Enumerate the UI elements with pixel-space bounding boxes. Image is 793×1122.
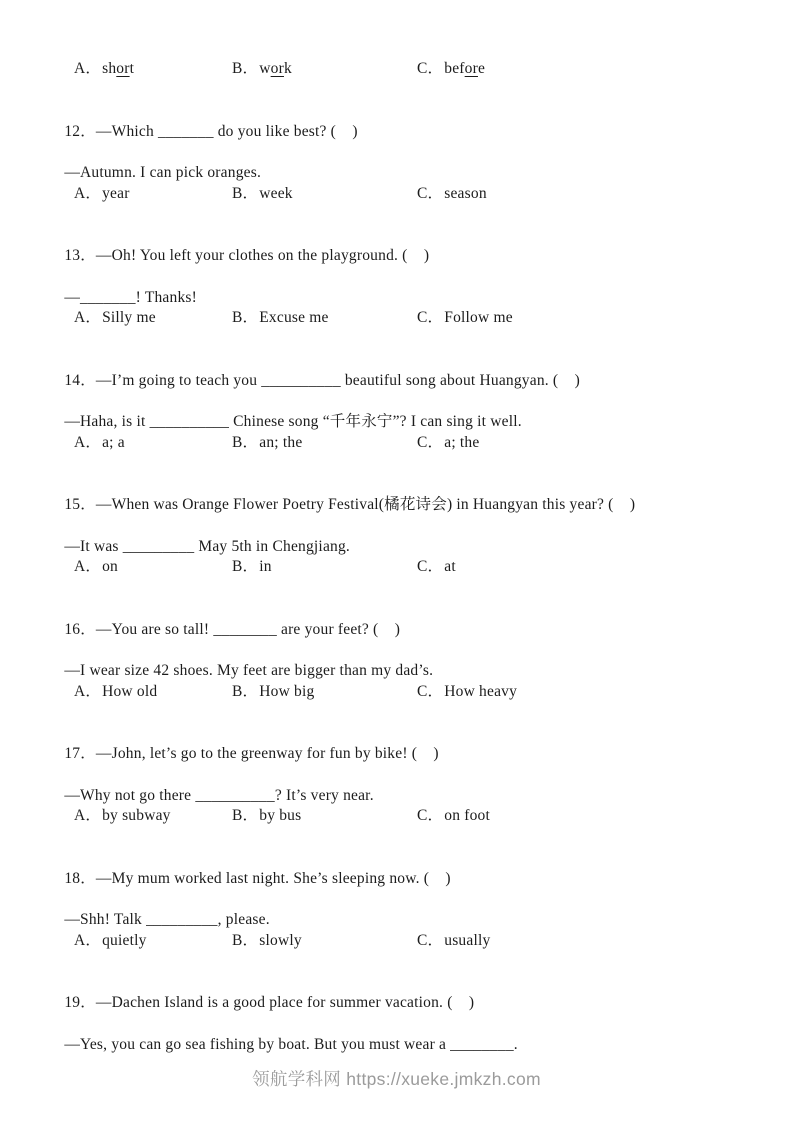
option-item-c (417, 307, 793, 349)
option-letter: A． (74, 807, 102, 824)
question-line-text: —Yes, you can go sea fishing by boat. But you must wear a ________. (64, 1035, 518, 1053)
dialogue-reply (0, 266, 793, 308)
option-text: season (444, 184, 487, 202)
option-text: week (259, 184, 293, 202)
question-line-text: 16．—You are so tall! ________ are your feet? ( ) (64, 620, 401, 638)
option-letter: B． (232, 807, 259, 824)
option-letter: C． (417, 807, 444, 824)
option-item-c (417, 930, 793, 972)
question-line-text: —Autumn. I can pick oranges. (64, 164, 262, 181)
question-stem (0, 473, 793, 515)
question-stem (0, 224, 793, 266)
option-text: How old (102, 682, 158, 700)
option-text: quietly (102, 931, 147, 949)
option-letter: B． (232, 558, 259, 575)
option-letter: B． (232, 184, 259, 202)
option-letter: C． (417, 60, 444, 77)
option-item-c (417, 183, 793, 225)
option-item-a (74, 556, 232, 598)
option-letter: A． (74, 558, 102, 575)
question-line-text: —It was _________ May 5th in Chengjiang. (64, 537, 350, 555)
options-row (0, 183, 793, 225)
dialogue-reply (0, 764, 793, 806)
question-line-text: 12．—Which _______ do you like best? ( ) (64, 122, 358, 140)
option-item-a (74, 930, 232, 972)
option-text: How heavy (444, 682, 518, 700)
option-underlined-text: or (270, 60, 284, 77)
option-letter: C． (417, 558, 444, 575)
footer-watermark (0, 1066, 793, 1091)
option-item-b (232, 307, 417, 349)
option-text: slowly (259, 931, 302, 949)
option-item-a (74, 805, 232, 847)
option-letter: B． (232, 433, 259, 451)
dialogue-reply (0, 390, 793, 432)
option-item-b (232, 805, 417, 847)
option-text: by subway (102, 807, 171, 824)
option-letter: A． (74, 309, 102, 326)
option-text: Silly me (102, 309, 156, 326)
question-stem (0, 349, 793, 391)
option-letter: A． (74, 433, 102, 451)
option-text: year (102, 184, 130, 202)
option-letter: B． (232, 309, 259, 326)
option-text: How big (259, 682, 315, 700)
options-row (0, 681, 793, 723)
option-item-a (74, 307, 232, 349)
option-text: usually (444, 931, 491, 949)
option-text: by bus (259, 807, 302, 824)
options-row (0, 556, 793, 598)
option-text: an; the (259, 433, 303, 451)
option-letter: A． (74, 60, 102, 77)
option-item-b (232, 930, 417, 972)
options-row (0, 805, 793, 847)
option-text: k (283, 60, 292, 77)
option-letter: C． (417, 682, 444, 700)
option-text: on foot (444, 807, 490, 824)
option-item-a (74, 183, 232, 225)
option-text: a; the (444, 433, 480, 451)
question-line-text: —Shh! Talk _________, please. (64, 911, 270, 928)
question-line-text: —I wear size 42 shoes. My feet are bigger than my dad’s. (64, 662, 434, 679)
option-text: bef (444, 60, 465, 77)
option-text: t (129, 60, 135, 77)
option-text: in (259, 558, 272, 575)
question-line-text: —_______! Thanks! (64, 288, 198, 306)
question-line-text: —Haha, is it __________ Chinese song “千年永宁”? I can sing it well. (64, 413, 522, 430)
option-letter: B． (232, 931, 259, 949)
footer-text: 领航学科网 https://xueke.jmkzh.com (252, 1069, 541, 1089)
question-line-text: 17．—John, let’s go to the greenway for fun by bike! ( ) (64, 745, 439, 762)
option-item-c (417, 432, 793, 474)
question-line-text: 18．—My mum worked last night. She’s sleeping now. ( ) (64, 869, 451, 887)
option-text: w (259, 60, 271, 77)
option-item-b (232, 58, 417, 100)
option-letter: A． (74, 682, 102, 700)
option-item-b (232, 183, 417, 225)
option-text: Follow me (444, 309, 513, 326)
option-letter: C． (417, 433, 444, 451)
option-text: a; a (102, 433, 125, 451)
option-item-c (417, 58, 793, 100)
option-item-a (74, 432, 232, 474)
question-line-text: —Why not go there __________? It’s very near. (64, 786, 374, 804)
option-item-b (232, 432, 417, 474)
option-underlined-text: or (464, 60, 478, 77)
options-row (0, 58, 793, 100)
question-stem (0, 100, 793, 142)
option-text: e (477, 60, 486, 77)
options-row (0, 930, 793, 972)
question-line-text: 14．—I’m going to teach you __________ beautiful song about Huangyan. ( ) (64, 371, 580, 389)
question-list (0, 58, 793, 1054)
option-text: Excuse me (259, 309, 329, 326)
dialogue-reply (0, 888, 793, 930)
options-row (0, 432, 793, 474)
dialogue-reply (0, 515, 793, 557)
option-text: on (102, 558, 118, 575)
option-letter: A． (74, 184, 102, 202)
question-stem (0, 847, 793, 889)
option-item-a (74, 681, 232, 723)
option-item-b (232, 681, 417, 723)
question-stem (0, 598, 793, 640)
question-stem (0, 971, 793, 1013)
option-letter: B． (232, 682, 259, 700)
option-underlined-text: or (116, 60, 130, 77)
question-line-text: 13．—Oh! You left your clothes on the playground. ( ) (64, 247, 430, 264)
option-item-a (74, 58, 232, 100)
question-stem (0, 722, 793, 764)
option-item-c (417, 556, 793, 598)
option-text: sh (102, 60, 117, 77)
option-item-b (232, 556, 417, 598)
option-letter: C． (417, 309, 444, 326)
option-letter: C． (417, 184, 444, 202)
option-text: at (444, 558, 456, 575)
question-line-text: 19．—Dachen Island is a good place for summer vacation. ( ) (64, 994, 475, 1011)
options-row (0, 307, 793, 349)
dialogue-reply (0, 141, 793, 183)
dialogue-reply (0, 1013, 793, 1055)
question-line-text: 15．—When was Orange Flower Poetry Festival(橘花诗会) in Huangyan this year? ( ) (64, 496, 636, 513)
option-item-c (417, 805, 793, 847)
option-item-c (417, 681, 793, 723)
dialogue-reply (0, 639, 793, 681)
option-letter: A． (74, 931, 102, 949)
option-letter: C． (417, 931, 444, 949)
option-letter: B． (232, 60, 259, 77)
